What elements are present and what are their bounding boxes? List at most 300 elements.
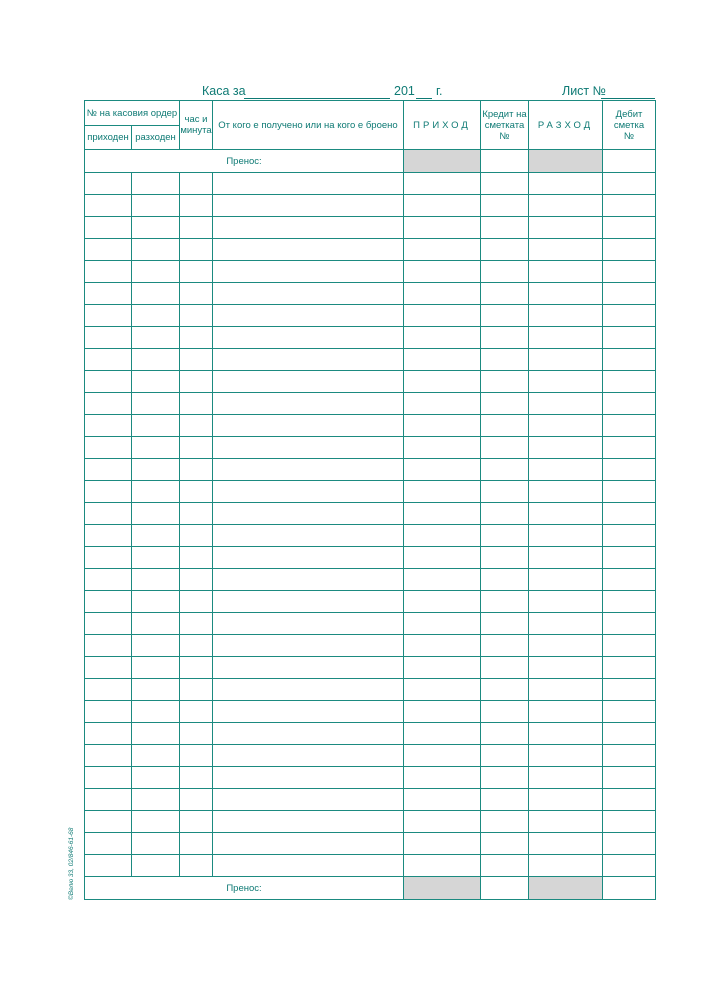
credit-account-cell[interactable]: [481, 635, 529, 657]
income-amount-cell[interactable]: [404, 283, 481, 305]
time-cell[interactable]: [180, 173, 213, 195]
outgoing-order-cell[interactable]: [132, 701, 180, 723]
time-cell[interactable]: [180, 239, 213, 261]
income-amount-cell[interactable]: [404, 701, 481, 723]
credit-account-cell[interactable]: [481, 723, 529, 745]
outgoing-order-cell[interactable]: [132, 613, 180, 635]
outgoing-order-cell[interactable]: [132, 525, 180, 547]
description-cell[interactable]: [213, 459, 404, 481]
transfer-in-credit-cell[interactable]: [481, 150, 529, 173]
income-amount-cell[interactable]: [404, 525, 481, 547]
debit-account-cell[interactable]: [603, 657, 656, 679]
incoming-order-cell[interactable]: [85, 349, 132, 371]
income-amount-cell[interactable]: [404, 723, 481, 745]
description-cell[interactable]: [213, 723, 404, 745]
income-amount-cell[interactable]: [404, 481, 481, 503]
expense-amount-cell[interactable]: [529, 261, 603, 283]
outgoing-order-cell[interactable]: [132, 591, 180, 613]
outgoing-order-cell[interactable]: [132, 547, 180, 569]
description-cell[interactable]: [213, 789, 404, 811]
ledger-row: [85, 723, 656, 745]
expense-amount-cell[interactable]: [529, 547, 603, 569]
transfer-in-debit-cell[interactable]: [603, 150, 656, 173]
time-cell[interactable]: [180, 833, 213, 855]
incoming-order-cell[interactable]: [85, 833, 132, 855]
expense-amount-cell[interactable]: [529, 239, 603, 261]
credit-account-cell[interactable]: [481, 239, 529, 261]
incoming-order-cell[interactable]: [85, 789, 132, 811]
description-cell[interactable]: [213, 481, 404, 503]
credit-account-cell[interactable]: [481, 217, 529, 239]
incoming-order-cell[interactable]: [85, 481, 132, 503]
expense-amount-cell[interactable]: [529, 393, 603, 415]
order-number-group-header: № на касовия ордер: [85, 101, 180, 126]
description-cell[interactable]: [213, 173, 404, 195]
expense-amount-cell[interactable]: [529, 437, 603, 459]
income-amount-cell[interactable]: [404, 305, 481, 327]
time-cell[interactable]: [180, 723, 213, 745]
incoming-order-cell[interactable]: [85, 371, 132, 393]
incoming-order-cell[interactable]: [85, 327, 132, 349]
debit-account-cell[interactable]: [603, 613, 656, 635]
expense-amount-cell[interactable]: [529, 327, 603, 349]
description-cell[interactable]: [213, 745, 404, 767]
credit-account-cell[interactable]: [481, 371, 529, 393]
debit-account-cell[interactable]: [603, 481, 656, 503]
income-amount-cell[interactable]: [404, 173, 481, 195]
time-cell[interactable]: [180, 195, 213, 217]
credit-account-cell[interactable]: [481, 657, 529, 679]
cash-date-blank[interactable]: [244, 98, 390, 99]
outgoing-order-cell[interactable]: [132, 217, 180, 239]
ledger-row: [85, 679, 656, 701]
ledger-row: [85, 195, 656, 217]
income-amount-cell[interactable]: [404, 833, 481, 855]
outgoing-order-cell[interactable]: [132, 789, 180, 811]
time-cell[interactable]: [180, 393, 213, 415]
income-amount-cell[interactable]: [404, 613, 481, 635]
credit-account-cell[interactable]: [481, 613, 529, 635]
time-cell[interactable]: [180, 767, 213, 789]
credit-header-line3: №: [499, 130, 510, 142]
credit-account-cell[interactable]: [481, 591, 529, 613]
outgoing-order-cell[interactable]: [132, 811, 180, 833]
ledger-row: [85, 811, 656, 833]
description-cell[interactable]: [213, 569, 404, 591]
credit-account-cell[interactable]: [481, 481, 529, 503]
outgoing-order-cell[interactable]: [132, 305, 180, 327]
credit-header-line2: сметката: [484, 119, 525, 131]
outgoing-order-cell[interactable]: [132, 481, 180, 503]
time-cell[interactable]: [180, 591, 213, 613]
outgoing-order-cell[interactable]: [132, 833, 180, 855]
outgoing-order-cell[interactable]: [132, 415, 180, 437]
expense-amount-cell[interactable]: [529, 701, 603, 723]
description-cell[interactable]: [213, 239, 404, 261]
outgoing-order-cell[interactable]: [132, 173, 180, 195]
time-cell[interactable]: [180, 525, 213, 547]
outgoing-order-cell[interactable]: [132, 745, 180, 767]
income-amount-cell[interactable]: [404, 349, 481, 371]
year-suffix: г.: [436, 84, 443, 98]
incoming-order-cell[interactable]: [85, 217, 132, 239]
income-amount-cell[interactable]: [404, 811, 481, 833]
debit-account-cell[interactable]: [603, 569, 656, 591]
income-amount-cell[interactable]: [404, 371, 481, 393]
credit-account-cell[interactable]: [481, 745, 529, 767]
transfer-in-income-cell[interactable]: [404, 150, 481, 173]
incoming-order-cell[interactable]: [85, 261, 132, 283]
description-cell[interactable]: [213, 613, 404, 635]
outgoing-order-cell[interactable]: [132, 459, 180, 481]
debit-account-cell[interactable]: [603, 789, 656, 811]
credit-account-cell[interactable]: [481, 305, 529, 327]
time-cell[interactable]: [180, 415, 213, 437]
description-cell[interactable]: [213, 635, 404, 657]
sheet-number-blank[interactable]: [601, 98, 655, 99]
expense-amount-cell[interactable]: [529, 283, 603, 305]
expense-amount-cell[interactable]: [529, 371, 603, 393]
description-cell[interactable]: [213, 437, 404, 459]
transfer-in-expense-cell[interactable]: [529, 150, 603, 173]
ledger-row: [85, 833, 656, 855]
credit-account-cell[interactable]: [481, 393, 529, 415]
incoming-order-cell[interactable]: [85, 283, 132, 305]
incoming-order-cell[interactable]: [85, 415, 132, 437]
outgoing-order-cell[interactable]: [132, 635, 180, 657]
incoming-order-cell[interactable]: [85, 437, 132, 459]
credit-account-cell[interactable]: [481, 679, 529, 701]
incoming-order-cell[interactable]: [85, 459, 132, 481]
ledger-row: [85, 393, 656, 415]
time-cell[interactable]: [180, 789, 213, 811]
credit-account-cell[interactable]: [481, 811, 529, 833]
time-cell[interactable]: [180, 657, 213, 679]
time-cell[interactable]: [180, 613, 213, 635]
outgoing-order-cell[interactable]: [132, 503, 180, 525]
outgoing-order-cell[interactable]: [132, 767, 180, 789]
income-amount-cell[interactable]: [404, 569, 481, 591]
credit-account-cell[interactable]: [481, 503, 529, 525]
incoming-order-cell[interactable]: [85, 569, 132, 591]
debit-account-cell[interactable]: [603, 503, 656, 525]
credit-account-cell[interactable]: [481, 327, 529, 349]
incoming-order-cell[interactable]: [85, 393, 132, 415]
income-amount-cell[interactable]: [404, 789, 481, 811]
expense-amount-cell[interactable]: [529, 591, 603, 613]
credit-account-cell[interactable]: [481, 349, 529, 371]
time-cell[interactable]: [180, 305, 213, 327]
expense-amount-cell[interactable]: [529, 459, 603, 481]
debit-account-cell[interactable]: [603, 547, 656, 569]
outgoing-order-cell[interactable]: [132, 261, 180, 283]
credit-account-cell[interactable]: [481, 525, 529, 547]
incoming-order-header: приходен: [85, 126, 132, 150]
time-cell[interactable]: [180, 217, 213, 239]
time-cell[interactable]: [180, 855, 213, 877]
description-cell[interactable]: [213, 371, 404, 393]
outgoing-order-cell[interactable]: [132, 855, 180, 877]
outgoing-order-cell[interactable]: [132, 349, 180, 371]
credit-account-cell[interactable]: [481, 569, 529, 591]
debit-account-cell[interactable]: [603, 393, 656, 415]
incoming-order-cell[interactable]: [85, 239, 132, 261]
incoming-order-cell[interactable]: [85, 745, 132, 767]
expense-amount-cell[interactable]: [529, 657, 603, 679]
debit-account-cell[interactable]: [603, 855, 656, 877]
description-cell[interactable]: [213, 393, 404, 415]
description-cell[interactable]: [213, 701, 404, 723]
description-cell[interactable]: [213, 833, 404, 855]
debit-account-cell[interactable]: [603, 679, 656, 701]
debit-account-cell[interactable]: [603, 767, 656, 789]
description-cell[interactable]: [213, 503, 404, 525]
debit-account-cell[interactable]: [603, 701, 656, 723]
incoming-order-cell[interactable]: [85, 613, 132, 635]
ledger-row: [85, 525, 656, 547]
ledger-row: [85, 591, 656, 613]
outgoing-order-cell[interactable]: [132, 327, 180, 349]
transfer-out-debit-cell[interactable]: [603, 877, 656, 900]
expense-amount-cell[interactable]: [529, 195, 603, 217]
description-cell[interactable]: [213, 415, 404, 437]
time-cell[interactable]: [180, 437, 213, 459]
time-cell[interactable]: [180, 371, 213, 393]
debit-account-cell[interactable]: [603, 349, 656, 371]
debit-account-cell[interactable]: [603, 261, 656, 283]
time-cell[interactable]: [180, 503, 213, 525]
expense-amount-cell[interactable]: [529, 173, 603, 195]
income-amount-cell[interactable]: [404, 437, 481, 459]
credit-account-cell[interactable]: [481, 173, 529, 195]
description-cell[interactable]: [213, 261, 404, 283]
description-cell[interactable]: [213, 195, 404, 217]
time-cell[interactable]: [180, 701, 213, 723]
ledger-row: [85, 305, 656, 327]
debit-account-cell[interactable]: [603, 239, 656, 261]
ledger-row: [85, 459, 656, 481]
income-amount-cell[interactable]: [404, 393, 481, 415]
income-amount-cell[interactable]: [404, 855, 481, 877]
incoming-order-cell[interactable]: [85, 547, 132, 569]
incoming-order-cell[interactable]: [85, 811, 132, 833]
expense-amount-cell[interactable]: [529, 415, 603, 437]
outgoing-order-cell[interactable]: [132, 723, 180, 745]
year-prefix: 201: [394, 84, 415, 98]
outgoing-order-cell[interactable]: [132, 195, 180, 217]
description-cell[interactable]: [213, 525, 404, 547]
debit-account-cell[interactable]: [603, 217, 656, 239]
credit-account-cell[interactable]: [481, 261, 529, 283]
incoming-order-cell[interactable]: [85, 679, 132, 701]
income-amount-cell[interactable]: [404, 635, 481, 657]
ledger-row: [85, 481, 656, 503]
outgoing-order-cell[interactable]: [132, 283, 180, 305]
ledger-row: [85, 503, 656, 525]
description-cell[interactable]: [213, 327, 404, 349]
credit-account-cell[interactable]: [481, 459, 529, 481]
credit-account-cell[interactable]: [481, 547, 529, 569]
credit-account-cell[interactable]: [481, 767, 529, 789]
time-cell[interactable]: [180, 261, 213, 283]
income-amount-cell[interactable]: [404, 327, 481, 349]
ledger-row: [85, 349, 656, 371]
description-cell[interactable]: [213, 855, 404, 877]
cash-label: Каса за: [202, 84, 246, 98]
debit-account-cell[interactable]: [603, 305, 656, 327]
description-cell[interactable]: [213, 349, 404, 371]
debit-account-cell[interactable]: [603, 195, 656, 217]
debit-account-cell[interactable]: [603, 327, 656, 349]
incoming-order-cell[interactable]: [85, 591, 132, 613]
time-cell[interactable]: [180, 679, 213, 701]
time-cell[interactable]: [180, 459, 213, 481]
catalog-code: ©Велю 33, 02/846-61-68: [68, 827, 75, 900]
expense-amount-cell[interactable]: [529, 855, 603, 877]
expense-amount-cell[interactable]: [529, 789, 603, 811]
debit-account-cell[interactable]: [603, 173, 656, 195]
debit-account-cell[interactable]: [603, 415, 656, 437]
time-cell[interactable]: [180, 569, 213, 591]
outgoing-order-cell[interactable]: [132, 239, 180, 261]
transfer-out-credit-cell[interactable]: [481, 877, 529, 900]
expense-amount-cell[interactable]: [529, 569, 603, 591]
ledger-row: [85, 613, 656, 635]
credit-account-cell[interactable]: [481, 415, 529, 437]
credit-account-cell[interactable]: [481, 855, 529, 877]
expense-amount-cell[interactable]: [529, 745, 603, 767]
year-digit-blank[interactable]: [416, 98, 432, 99]
time-cell[interactable]: [180, 635, 213, 657]
income-amount-cell[interactable]: [404, 503, 481, 525]
transfer-out-row: [85, 877, 656, 900]
incoming-order-cell[interactable]: [85, 767, 132, 789]
outgoing-order-cell[interactable]: [132, 393, 180, 415]
sheet-label: Лист №: [562, 84, 607, 98]
credit-account-cell[interactable]: [481, 195, 529, 217]
incoming-order-cell[interactable]: [85, 525, 132, 547]
outgoing-order-cell[interactable]: [132, 371, 180, 393]
debit-account-cell[interactable]: [603, 745, 656, 767]
incoming-order-cell[interactable]: [85, 173, 132, 195]
incoming-order-cell[interactable]: [85, 635, 132, 657]
credit-account-cell[interactable]: [481, 789, 529, 811]
incoming-order-cell[interactable]: [85, 855, 132, 877]
description-cell[interactable]: [213, 591, 404, 613]
time-cell[interactable]: [180, 349, 213, 371]
income-amount-cell[interactable]: [404, 217, 481, 239]
income-amount-cell[interactable]: [404, 657, 481, 679]
outgoing-order-cell[interactable]: [132, 437, 180, 459]
ledger-row: [85, 371, 656, 393]
time-cell[interactable]: [180, 547, 213, 569]
debit-account-cell[interactable]: [603, 635, 656, 657]
debit-account-cell[interactable]: [603, 591, 656, 613]
description-cell[interactable]: [213, 547, 404, 569]
expense-amount-cell[interactable]: [529, 811, 603, 833]
time-cell[interactable]: [180, 745, 213, 767]
time-header-line1: час и: [184, 114, 208, 125]
expense-amount-cell[interactable]: [529, 349, 603, 371]
income-amount-cell[interactable]: [404, 679, 481, 701]
outgoing-order-cell[interactable]: [132, 569, 180, 591]
description-cell[interactable]: [213, 305, 404, 327]
income-amount-cell[interactable]: [404, 415, 481, 437]
expense-amount-cell[interactable]: [529, 723, 603, 745]
credit-account-cell[interactable]: [481, 437, 529, 459]
time-cell[interactable]: [180, 283, 213, 305]
expense-amount-cell[interactable]: [529, 503, 603, 525]
debit-account-cell[interactable]: [603, 371, 656, 393]
income-amount-cell[interactable]: [404, 261, 481, 283]
transfer-out-expense-cell[interactable]: [529, 877, 603, 900]
transfer-out-income-cell[interactable]: [404, 877, 481, 900]
expense-amount-cell[interactable]: [529, 217, 603, 239]
credit-account-header: [481, 101, 529, 150]
debit-account-cell[interactable]: [603, 723, 656, 745]
ledger-row: [85, 173, 656, 195]
time-cell[interactable]: [180, 481, 213, 503]
incoming-order-cell[interactable]: [85, 195, 132, 217]
income-amount-cell[interactable]: [404, 591, 481, 613]
ledger-row: [85, 767, 656, 789]
incoming-order-cell[interactable]: [85, 723, 132, 745]
description-cell[interactable]: [213, 811, 404, 833]
description-cell[interactable]: [213, 283, 404, 305]
expense-amount-cell[interactable]: [529, 679, 603, 701]
incoming-order-cell[interactable]: [85, 305, 132, 327]
expense-amount-cell[interactable]: [529, 613, 603, 635]
incoming-order-cell[interactable]: [85, 503, 132, 525]
expense-amount-cell[interactable]: [529, 833, 603, 855]
debit-account-cell[interactable]: [603, 459, 656, 481]
expense-amount-cell[interactable]: [529, 481, 603, 503]
expense-amount-cell[interactable]: [529, 525, 603, 547]
credit-account-cell[interactable]: [481, 283, 529, 305]
ledger-row: [85, 261, 656, 283]
income-amount-cell[interactable]: [404, 239, 481, 261]
income-amount-cell[interactable]: [404, 459, 481, 481]
transfer-in-row: [85, 150, 656, 173]
outgoing-order-cell[interactable]: [132, 679, 180, 701]
income-amount-cell[interactable]: [404, 547, 481, 569]
debit-account-cell[interactable]: [603, 833, 656, 855]
expense-amount-cell[interactable]: [529, 635, 603, 657]
debit-account-cell[interactable]: [603, 811, 656, 833]
income-amount-cell[interactable]: [404, 195, 481, 217]
income-amount-cell[interactable]: [404, 767, 481, 789]
expense-amount-cell[interactable]: [529, 305, 603, 327]
description-cell[interactable]: [213, 217, 404, 239]
time-cell[interactable]: [180, 811, 213, 833]
credit-header-line1: Кредит на: [482, 108, 527, 120]
credit-account-cell[interactable]: [481, 701, 529, 723]
debit-account-cell[interactable]: [603, 283, 656, 305]
time-cell[interactable]: [180, 327, 213, 349]
incoming-order-cell[interactable]: [85, 701, 132, 723]
income-amount-cell[interactable]: [404, 745, 481, 767]
description-cell[interactable]: [213, 657, 404, 679]
debit-account-cell[interactable]: [603, 437, 656, 459]
expense-amount-cell[interactable]: [529, 767, 603, 789]
credit-account-cell[interactable]: [481, 833, 529, 855]
description-cell[interactable]: [213, 679, 404, 701]
outgoing-order-cell[interactable]: [132, 657, 180, 679]
incoming-order-cell[interactable]: [85, 657, 132, 679]
expense-header: РАЗХОД: [529, 101, 603, 150]
debit-account-cell[interactable]: [603, 525, 656, 547]
description-cell[interactable]: [213, 767, 404, 789]
